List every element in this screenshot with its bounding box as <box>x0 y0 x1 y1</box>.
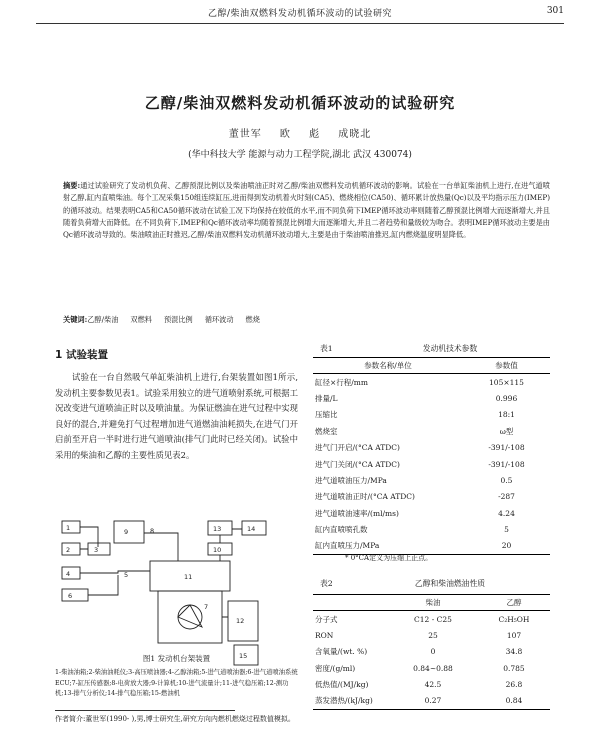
table-cell: 0.84 <box>505 696 523 706</box>
table-row <box>313 456 550 472</box>
fig-label: 13 <box>213 525 222 533</box>
table-header-cell <box>313 595 388 611</box>
affiliation: (华中科技大学 能源与动力工程学院,湖北 武汉 430074) <box>188 150 412 160</box>
fig-label: 5 <box>124 571 129 579</box>
box-9 <box>114 521 144 543</box>
fig-label: 14 <box>247 525 256 533</box>
figure-legend: 1-柴油油箱;2-柴油油耗仪;3-高压喷油器;4-乙醇油箱;5-进气道喷油器;6-进气道喷油系统ECU;7-缸压传感器;8-电荷放大器;9-计算机;10-进气流量计;11-进气稳压箱;12-测功机;13-排气分析仪;14-排气稳压箱;15-燃油机 <box>55 669 298 697</box>
table-row <box>313 505 550 521</box>
table-cell: C₂H₅OH <box>498 614 530 624</box>
table-cell: 0.27 <box>424 696 442 706</box>
page-number: 301 <box>546 6 564 16</box>
table-header-cell: 柴油 <box>388 595 478 611</box>
table-cell: 压缩比 <box>315 410 338 420</box>
table-header-cell: 参数名称/单位 <box>313 358 463 374</box>
table-cell: 0.996 <box>495 393 518 403</box>
table-cell: ω型 <box>499 426 514 436</box>
figure-caption: 图1 发动机台架装置 <box>142 654 211 663</box>
table2-title: 乙醇和柴油燃油性质 <box>414 579 486 588</box>
table1 <box>313 357 550 555</box>
table2-caption <box>320 578 550 590</box>
table-cell: -287 <box>498 492 515 502</box>
keyword: 燃烧 <box>245 315 260 324</box>
table-cell: 4.24 <box>498 508 515 518</box>
fig-label: 1 <box>66 524 71 532</box>
box-4 <box>62 567 80 579</box>
abstract-label: 摘要: <box>63 181 81 190</box>
table-cell: 进气道喷油压力/MPa <box>315 475 387 485</box>
table-cell: 105×115 <box>489 377 524 387</box>
fig-label: 12 <box>236 617 245 625</box>
table-cell: 进气门开启/(°CA ATDC) <box>315 443 400 453</box>
table-cell: 低热值/(MJ/kg) <box>315 680 369 690</box>
table-cell: 分子式 <box>315 614 338 624</box>
table-cell: 含氧量/(wt. %) <box>315 647 368 657</box>
footnote-rule <box>55 710 235 711</box>
fig-label: 3 <box>94 546 99 554</box>
author-list <box>0 125 600 140</box>
table-cell: 20 <box>501 541 512 551</box>
keyword: 双燃料 <box>130 315 152 324</box>
table-row <box>313 521 550 537</box>
header-rule <box>36 23 564 24</box>
table1-caption <box>320 343 550 355</box>
table-header-row <box>313 595 550 611</box>
box-6 <box>62 589 88 601</box>
fig-label: 10 <box>213 546 222 554</box>
table-row <box>313 693 550 709</box>
table-cell: 34.8 <box>505 647 523 657</box>
table-row <box>313 423 550 439</box>
fig-label: 6 <box>68 592 73 600</box>
table-cell: 0.5 <box>500 475 513 485</box>
table1-number: 表1 <box>320 344 333 353</box>
fig-label: 15 <box>239 652 248 660</box>
table-row <box>313 660 550 676</box>
table-cell: 缸内直喷压力/MPa <box>315 541 380 551</box>
box-1 <box>62 521 80 533</box>
table-header-cell: 参数值 <box>463 358 550 374</box>
table-cell: 蒸发潜热/(kJ/kg) <box>315 696 373 706</box>
table-cell: 42.5 <box>424 680 442 690</box>
table-row <box>313 439 550 455</box>
table-cell: 进气道喷油速率/(ml/ms) <box>315 508 399 518</box>
author: 成晓北 <box>338 129 372 140</box>
table-row <box>313 538 550 554</box>
table-cell: 0 <box>430 647 436 657</box>
table-row <box>313 627 550 643</box>
fig-label: 2 <box>66 546 71 554</box>
fig-label: 9 <box>124 528 129 536</box>
table1-note: * 0°CA定义为压缩上止点。 <box>345 554 433 562</box>
table-cell: 18:1 <box>498 410 515 420</box>
keyword: 乙醇/柴油 <box>87 315 119 324</box>
table-row <box>313 611 550 627</box>
table-cell: 进气门关闭/(°CA ATDC) <box>315 459 400 469</box>
abstract <box>63 180 550 241</box>
table-cell: 排量/L <box>315 393 338 403</box>
table-header-row <box>313 358 550 374</box>
keyword: 预混比例 <box>163 315 193 324</box>
box-2 <box>62 543 80 555</box>
fig-label: 7 <box>204 603 209 611</box>
table-cell: 燃烧室 <box>315 426 338 436</box>
table-row <box>313 489 550 505</box>
running-title: 乙醇/柴油双燃料发动机循环波动的试验研究 <box>207 9 393 19</box>
fig-label: 8 <box>150 527 155 535</box>
table-cell: RON <box>315 630 334 640</box>
table-cell: 进气道喷油正时/(°CA ATDC) <box>315 492 415 502</box>
table-cell: 5 <box>504 525 509 535</box>
table-row <box>313 407 550 423</box>
table-row <box>313 676 550 692</box>
body-paragraph: 试验在一台自然吸气单缸柴油机上进行,台架装置如图1所示,发动机主要参数见表1。试验采用独立的进气道喷射系统,可根据工况改变进气道喷油正时以及喷油量。为保证燃油在进气过程中实现良好的混合,并避免打气过程增加进气道燃油油耗损失,在进气门开启前至开启一半时进行进气道喷油(排气门此时已经关闭)。试验中采用的柴油和乙醇的主要性质见表2。 <box>55 372 298 460</box>
table-cell: -391/-108 <box>488 459 525 469</box>
table-cell: 缸径×行程/mm <box>315 377 369 387</box>
table-row <box>313 644 550 660</box>
running-header <box>0 6 600 22</box>
keyword: 循环波动 <box>204 315 234 324</box>
table-row <box>313 390 550 406</box>
fig-label: 11 <box>184 573 193 581</box>
footnote: 作者简介:董世军(1990- ),男,博士研究生,研究方向内燃机燃烧过程数值模拟。 <box>55 715 295 723</box>
table-row <box>313 472 550 488</box>
section-heading: 1 试验装置 <box>55 349 108 361</box>
keywords <box>63 315 550 325</box>
table-cell: -391/-108 <box>488 443 525 453</box>
table-cell: 0.84~0.88 <box>413 663 453 673</box>
table-cell: 0.785 <box>503 663 525 673</box>
author: 欧 彪 <box>279 129 321 140</box>
fig-label: 4 <box>66 570 71 578</box>
abstract-text: 通过试验研究了发动机负荷、乙醇预混比例以及柴油喷油正时对乙醇/柴油双燃料发动机循环波动的影响。试验在一台单缸柴油机上进行,在进气道喷射乙醇,缸内直喷柴油。每个工况采集150组连续缸压,进而得到发动机着火时刻(CA5)、燃烧相位(CA50)、循环累计放热量(Qc)以及平均指示压力(IMEP)的循环波动。结果表明CA5和CA50循环波动在试验工况下均保持在较低的水平,而不同负荷下IMEP循环波动率则随着乙醇预混比例增大而逐渐增大,并且随着负荷增大而降低。在不同负荷下,IMEP和Qc循环波动率均随着预混比例增大而逐渐增大,并且二者趋势和量级较为吻合。表明IMEP循环波动主要是由Qc循环波动导致的。柴油喷油正时推迟,乙醇/柴油双燃料发动机循环波动增大,主要是由于柴油喷油推迟,缸内燃烧温度明显降低。 <box>63 181 550 240</box>
table-header-cell: 乙醇 <box>478 595 550 611</box>
table-cell: 缸内直喷喷孔数 <box>315 525 368 535</box>
table-cell: 107 <box>506 630 522 640</box>
table1-title: 发动机技术参数 <box>422 344 478 353</box>
table-cell: 密度/(g/ml) <box>315 663 356 673</box>
table2 <box>313 594 550 710</box>
keywords-label: 关键词: <box>63 315 88 324</box>
paper-title: 乙醇/柴油双燃料发动机循环波动的试验研究 <box>144 94 456 112</box>
table-cell: C12 - C25 <box>414 614 452 624</box>
table2-number: 表2 <box>320 579 333 588</box>
table-cell: 26.8 <box>505 680 523 690</box>
box-3 <box>88 543 110 555</box>
author: 董世军 <box>228 129 262 140</box>
table-row <box>313 374 550 390</box>
engine-test-bench-figure <box>58 517 288 669</box>
engine-block <box>158 591 222 643</box>
table-cell: 25 <box>428 630 438 640</box>
